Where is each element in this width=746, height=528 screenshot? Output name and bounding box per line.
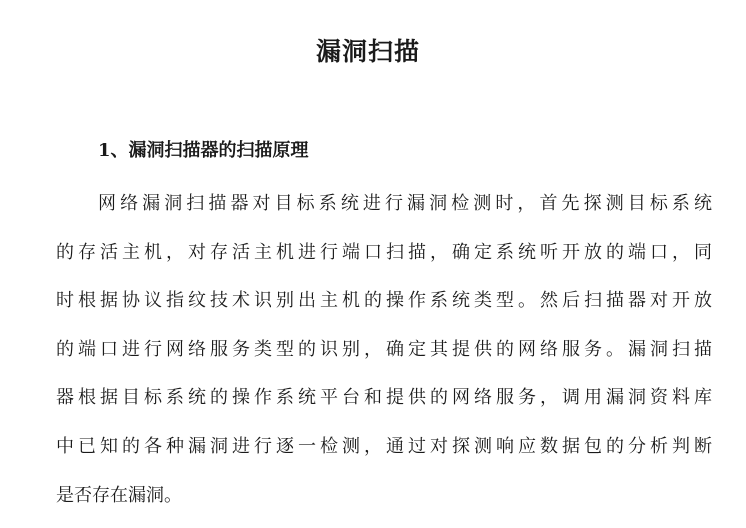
paragraph-line-1: 网络漏洞扫描器对目标系统进行漏洞检测时，首先探测目标系统	[98, 193, 712, 214]
section-paragraph	[56, 180, 712, 520]
section-heading: 1、漏洞扫描器的扫描原理	[98, 140, 309, 161]
paragraph-line-2: 的存活主机，对存活主机进行端口扫描，确定系统听开放的端口，同	[56, 241, 712, 263]
paragraph-line-5: 器根据目标系统的操作系统平台和提供的网络服务，调用漏洞资料库	[56, 387, 712, 409]
paragraph-line-4: 的端口进行网络服务类型的识别，确定其提供的网络服务。漏洞扫描	[56, 338, 712, 360]
paragraph-line-3: 时根据协议指纹技术识别出主机的操作系统类型。然后扫描器对开放	[56, 290, 712, 312]
document-title: 漏洞扫描	[315, 37, 420, 66]
paragraph-line-6: 中已知的各种漏洞进行逐一检测，通过对探测响应数据包的分析判断	[56, 435, 712, 457]
paragraph-line-7: 是否存在漏洞。	[56, 484, 182, 506]
